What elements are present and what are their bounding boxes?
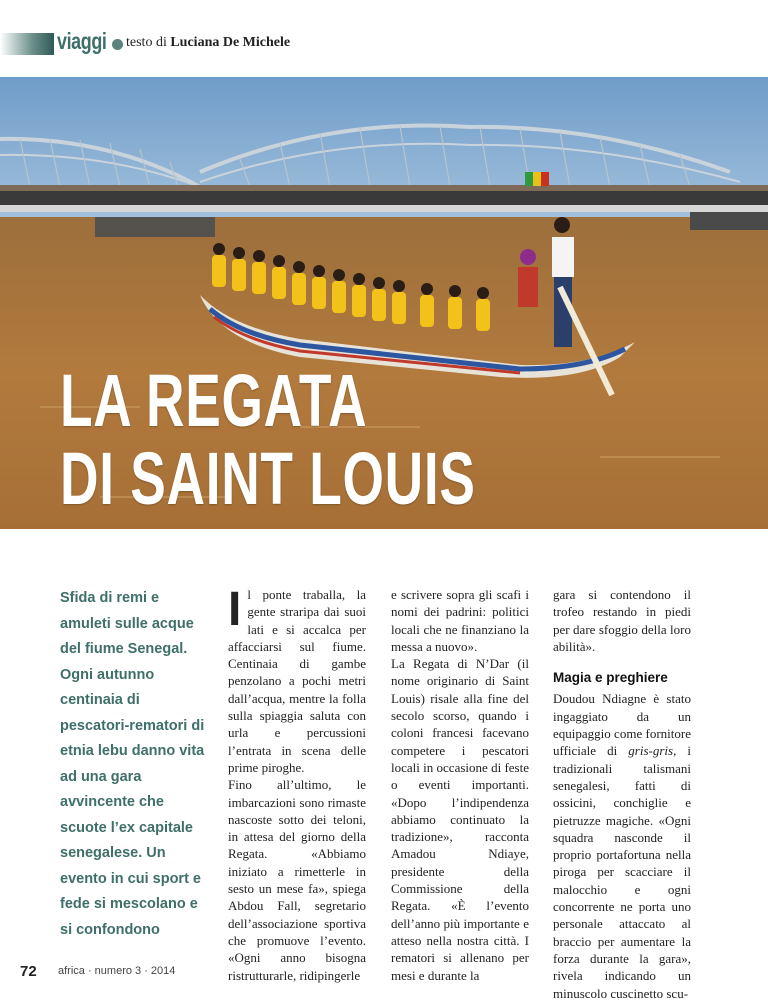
subheading: Magia e preghiere [553, 670, 668, 686]
body-paragraph: La Regata di N’Dar (il nome originario di Saint Louis) risale alla fine del secolo scorso, quando i coloni francesi facevano competere i pescatori locali in occasione di feste o eventi importanti. «Dopo l’indipendenza abbiamo continuato la tradizione», racconta Amadou Ndiaye, presidente della Commissione della Regata. «È l’evento dell’anno più importante e atteso nella nostra città. I rematori si allenano per mesi e durante la [391, 656, 529, 983]
title-line-2: DI SAINT LOUIS [60, 437, 476, 520]
body-paragraph [553, 690, 691, 1001]
body-column-2 [391, 586, 529, 984]
body-text: l ponte traballa, la gente straripa dai suoi lati e si accalca per affacciarsi sul fiume. Centinaia di gambe penzolano a pochi metri dall’acqua, mentre la folla sulla spiaggia saluta con urla e percussioni l’entrata in scena delle prime piroghe. [228, 587, 366, 775]
body-paragraph: e scrivere sopra gli scafi i nomi dei padrini: politici locali che ne finanziano la messa a nuovo». [391, 587, 529, 654]
bullet-dot-icon [112, 39, 123, 50]
body-paragraph [228, 583, 366, 776]
title-line-1: LA REGATA [60, 359, 368, 442]
page-header [0, 28, 768, 62]
author-name: Luciana De Michele [170, 35, 291, 50]
section-label: viaggi [57, 28, 107, 54]
drop-cap: I [228, 583, 242, 636]
byline-prefix: testo di [126, 35, 167, 50]
article-title [60, 359, 476, 520]
body-text: , i tradizionali talismani senegalesi, fatti di ossicini, conchiglie e pietruzze magiche. «Ogni squadra nasconde il proprio portafortuna nella piroga per scacciare il malocchio e ogni concorrente ne porta uno personale attaccato al braccio per aumentare la forza durante la gara», rivela indicando un minuscolo cuscinetto scu- [553, 743, 691, 1001]
page-number: 72 [20, 963, 37, 980]
header-bar [0, 33, 54, 55]
body-column-3 [553, 586, 691, 1002]
body-text: Doudou Ndiagne è stato ingaggiato da un equipaggio come fornitore ufficiale di [553, 691, 691, 759]
byline [126, 35, 290, 51]
emphasis-text: gris-gris [628, 743, 674, 759]
lead-paragraph: Sfida di remi e amuleti sulle acque del fiume Senegal. Ogni autunno centinaia di pescatori-rematori di etnia lebu danno vita ad una gara avvincente che scuote l’ex capitale senegalese. Un evento in cui sport e fede si mescolano e si confondono [60, 590, 205, 938]
body-paragraph: Fino all’ultimo, le imbarcazioni sono rimaste nascoste sotto dei teloni, in attesa del giorno della Regata. «Abbiamo iniziato a rimetterle in sesto un mese fa», spiega Abdou Fall, segretario dell’associazione sportiva che promuove l’evento. «Ogni anno bisogna ristrutturarle, ridipingerle [228, 777, 366, 983]
page-footer [20, 963, 176, 981]
body-column-1 [228, 583, 366, 984]
body-paragraph: gara si contendono il trofeo restando in piedi per dare sfoggio della loro abilità». [553, 587, 691, 654]
magazine-issue: africa · numero 3 · 2014 [58, 965, 176, 977]
